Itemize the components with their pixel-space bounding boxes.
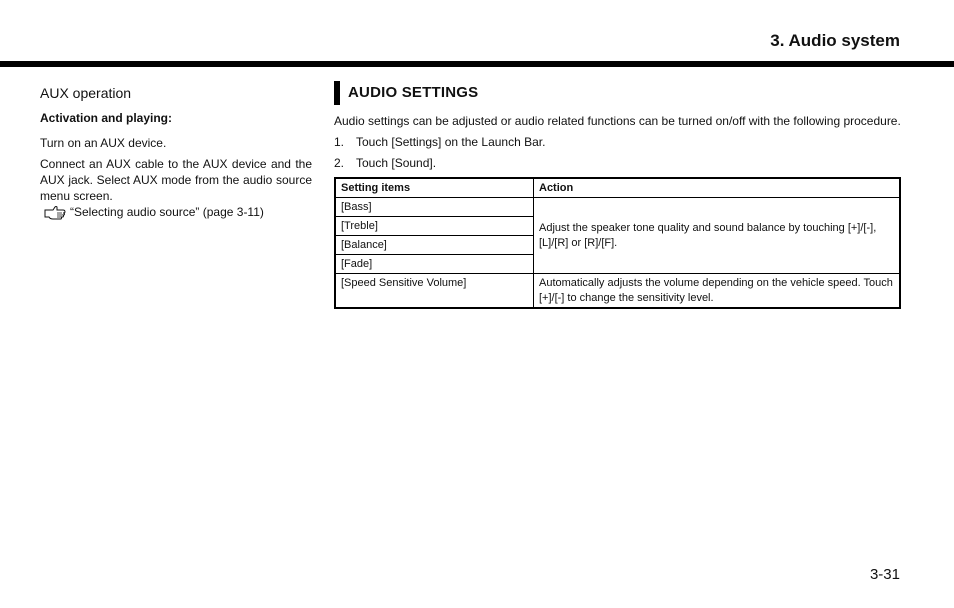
column-header-action: Action bbox=[534, 178, 901, 198]
audio-settings-title-text: AUDIO SETTINGS bbox=[348, 84, 479, 101]
setting-item-treble: [Treble] bbox=[335, 217, 534, 236]
procedure-steps bbox=[334, 134, 901, 171]
setting-item-balance: [Balance] bbox=[335, 236, 534, 255]
setting-item-bass: [Bass] bbox=[335, 198, 534, 217]
settings-table bbox=[334, 177, 901, 309]
column-header-setting-items: Setting items bbox=[335, 178, 534, 198]
step-number: 1. bbox=[334, 135, 345, 149]
aux-reference[interactable] bbox=[40, 204, 312, 220]
table-row bbox=[335, 274, 900, 309]
audio-settings-intro: Audio settings can be adjusted or audio related functions can be turned on/off with the following procedure. bbox=[334, 114, 901, 128]
aux-heading: AUX operation bbox=[40, 85, 132, 101]
aux-subheading: Activation and playing: bbox=[40, 111, 173, 125]
page-number: 3-31 bbox=[869, 566, 900, 583]
audio-settings-title bbox=[334, 81, 901, 105]
step-number: 2. bbox=[334, 156, 345, 170]
chapter-title: 3. Audio system bbox=[770, 31, 900, 50]
aux-paragraph-2: Connect an AUX cable to the AUX device and the AUX jack. Select AUX mode from the audio source menu screen. bbox=[40, 157, 312, 203]
setting-item-fade: [Fade] bbox=[335, 255, 534, 274]
aux-reference-text: “Selecting audio source” (page 3-11) bbox=[70, 205, 264, 219]
action-tone-cell: Adjust the speaker tone quality and sound balance by touching [+]/[-], [L]/[R] or [R]/[F]. bbox=[534, 198, 901, 274]
action-speed-cell: Automatically adjusts the volume depending on the vehicle speed. Touch [+]/[-] to change the sensitivity level. bbox=[534, 274, 901, 309]
audio-settings-section bbox=[334, 81, 901, 309]
header-rule bbox=[0, 61, 954, 67]
step-item bbox=[334, 134, 901, 150]
step-item bbox=[334, 155, 901, 171]
table-header-row bbox=[335, 178, 900, 198]
section-title-bar bbox=[334, 81, 340, 105]
aux-paragraph-1: Turn on an AUX device. bbox=[40, 136, 167, 150]
table-row bbox=[335, 198, 900, 217]
step-text: Touch [Sound]. bbox=[356, 156, 437, 170]
setting-item-speed-sensitive-volume: [Speed Sensitive Volume] bbox=[335, 274, 534, 309]
aux-section bbox=[40, 84, 312, 220]
step-text: Touch [Settings] on the Launch Bar. bbox=[356, 135, 546, 149]
reference-hand-icon bbox=[44, 205, 66, 220]
